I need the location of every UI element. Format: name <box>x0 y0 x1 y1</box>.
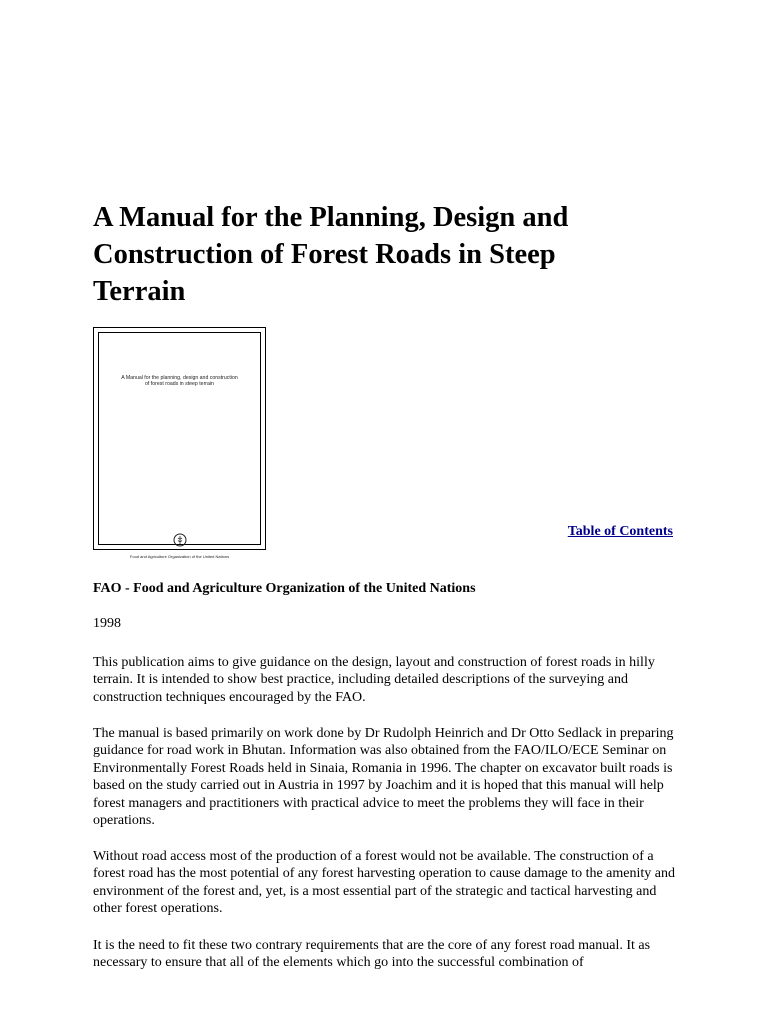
cover-frame <box>98 332 261 559</box>
cover-title-line: of forest roads in steep terrain <box>145 381 214 387</box>
cover-organization: Food and Agriculture Organization of the United Nations <box>129 554 230 559</box>
body-paragraph: It is the need to fit these two contrary requirements that are the core of any forest road manual. It as necessary to ensure that all of the elements which go into the successful combination of <box>93 938 651 971</box>
fao-logo-icon <box>173 533 187 547</box>
body-paragraph: This publication aims to give guidance on the design, layout and construction of forest roads in hilly terrain. It is intended to show best practice, including detailed descriptions of the surveying and construction techniques encouraged by the FAO. <box>93 655 655 705</box>
cover-title-line: A Manual for the planning, design and construction <box>121 375 238 381</box>
page-title: A Manual for the Planning, Design and Construction of Forest Roads in Steep Terrain <box>93 202 569 307</box>
body-paragraph: Without road access most of the production of a forest would not be available. The construction of a forest road has the most potential of any forest harvesting operation to cause damage to the amenity and environment of the forest and, yet, is a most essential part of the strategic and tactical harvesting and other forest operations. <box>93 849 675 917</box>
table-of-contents-link[interactable]: Table of Contents <box>567 524 673 539</box>
cover-title <box>105 375 254 387</box>
cover-image <box>93 327 266 559</box>
publication-year: 1998 <box>93 616 121 631</box>
body-paragraph: The manual is based primarily on work done by Dr Rudolph Heinrich and Dr Otto Sedlack in preparing guidance for road work in Bhutan. Information was also obtained from the FAO/ILO/ECE Seminar on Environmentally Forest Roads held in Sinaia, Romania in 1996. The chapter on excavator built roads is based on the study carried out in Austria in 1997 by Joachim and it is hoped that this manual will help forest managers and practitioners with practical advice to meet the problems they will face in their operations. <box>93 726 674 829</box>
organization-name: FAO - Food and Agriculture Organization of the United Nations <box>93 581 476 596</box>
